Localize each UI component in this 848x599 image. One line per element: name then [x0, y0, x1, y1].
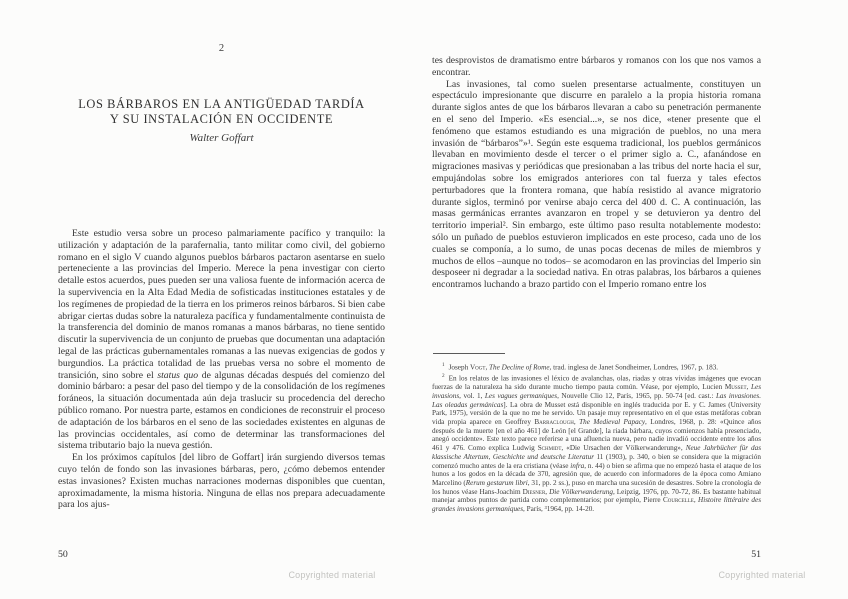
text-segment: Musset: [724, 383, 747, 392]
footnote-separator-rule: [433, 353, 505, 354]
paragraph: [58, 228, 385, 452]
text-segment: Barraclough: [534, 418, 574, 426]
text-segment: Neue Jahrbücher für das klassische Altertum, Geschichte und deutsche Literatur: [432, 444, 761, 461]
text-segment: Les vagues germaniques: [484, 391, 558, 400]
text-segment: The Decline of Rome: [489, 363, 550, 372]
right-page-body-text: [432, 55, 761, 349]
chapter-author: Walter Goffart: [189, 132, 254, 144]
footnote-marker: 2: [442, 373, 445, 380]
copyright-watermark-left: Copyrighted material: [288, 570, 376, 580]
text-segment: , vol. 1,: [459, 391, 485, 400]
text-segment: Schmidt: [537, 444, 562, 453]
text-segment: Les invasions: [432, 383, 761, 400]
paragraph: [432, 55, 761, 79]
text-segment: ,: [545, 487, 550, 496]
text-segment: infra: [570, 461, 585, 470]
footnotes-block: [432, 361, 761, 549]
text-segment: 11 (1903), p. 340, o bien se considera que la migración comenzó mucho antes de la era cristiana (véase: [432, 452, 761, 470]
left-page-body-text: [58, 228, 385, 550]
footnote: [432, 361, 761, 372]
text-segment: Joseph: [448, 363, 470, 372]
page-number-left: 50: [58, 549, 68, 560]
copyright-watermark-right: Copyrighted material: [718, 570, 806, 580]
text-segment: , 31, pp. 2 ss.), puso en marcha una sucesión de desastres. Sobre la cronología de los hunos véase Hans-Joachim: [432, 478, 761, 496]
text-segment: ,: [746, 383, 751, 392]
footnote: [432, 372, 761, 514]
chapter-title-line1: LOS BÁRBAROS EN LA ANTIGÜEDAD TARDÍA: [78, 97, 365, 111]
text-segment: status quo: [157, 369, 199, 381]
text-segment: de algunas décadas después del comienzo del dominio bárbaro: a pesar del paso del tiempo y de la consolidación de los regímenes foráneos, la situación documentada aún deja traslucir su procedencia del derecho público romano. Por nuestra parte, estamos en condiciones de reconstruir el proceso de adaptación de los bárbaros en el seno de las sociedades existentes en algunas de las provincias occidentales, así como de determinar las transformaciones del sistema tributario bajo la nueva gestión.: [58, 369, 385, 452]
text-segment: ,: [693, 496, 699, 505]
chapter-title-line2: Y SU INSTALACIÓN EN OCCIDENTE: [109, 112, 334, 126]
text-segment: Rerum gestarum libri: [465, 478, 528, 487]
chapter-number: 2: [218, 43, 225, 54]
text-segment: En los relatos de las invasiones el léxico de avalanchas, olas, riadas y otras vívidas imágenes que evocan fuerzas de la naturaleza ha sido durante mucho tiempo pauta común. Véase, por ejemplo, Lucien: [432, 374, 761, 392]
paragraph: [432, 79, 761, 291]
text-segment: , Leipzig, 1976, pp. 70-72, 86. Es bastante habitual manejar ambos puntos de partida como complementarios; por ejemplo, Pierre: [432, 487, 761, 505]
text-segment: Vogt: [469, 363, 486, 372]
text-segment: Courcelle: [662, 496, 694, 505]
text-segment: tes desprovistos de dramatismo entre bárbaros y romanos con los que nos vamos a encontrar.: [432, 55, 761, 78]
text-segment: , «Die Ursachen der Völkerwanderung»,: [561, 444, 686, 453]
text-segment: Este estudio versa sobre un proceso palmariamente pacífico y tranquilo: la utilización y adaptación de la parafernalia, tanto militar como civil, del gobierno romano en el siglo V cuando algunos pueblos bárbaros pactaron asentarse en suelo perteneciente a las provincias del Imperio. Merece la pena investigar con cierto detalle estos acuerdos, pues pueden ser una valiosa fuente de información acerca de la supervivencia en la Alta Edad Media de sofisticadas instituciones estatales y de los regímenes de propiedad de la tierra en los primeros reinos bárbaros. Si bien cabe abrigar ciertas dudas sobre la naturaleza pacífica y fundamentalmente continuista de la transferencia del dominio de manos romanas a manos bárbaras, no tiene sentido discutir la supervivencia de un conjunto de pruebas que documentan una adaptación legal de las prácticas gubernamentales romanas a las nuevas exigencias de godos y burgundios. La práctica totalidad de las pruebas versa no sobre el momento de transición, sino sobre el: [58, 228, 385, 381]
text-segment: Die Völkerwanderung: [549, 487, 613, 496]
text-segment: Histoire littéraire des grandes invasions germaniques: [432, 496, 761, 514]
text-segment: Diesner: [522, 487, 546, 496]
chapter-title: [50, 97, 393, 127]
text-segment: ]. La obra de Musset está disponible en inglés traducida por E. y C. James (University Park, 1975), versión de la que no me he servido. Un pasaje muy representativo en el que estas metáforas cobran vida propia aparece en Geoffrey: [432, 400, 761, 426]
text-segment: En los próximos capítulos [del libro de Goffart] irán surgiendo diversos temas cuyo telón de fondo son las invasiones bárbaras, pero, ¿cómo debemos entender estas invasiones? Existen muchas narraciones modernas disponibles que cuentan, aproximadamente, la misma historia. Ninguna de ellas nos prepara adecuadamente para los ajus-: [58, 452, 385, 511]
text-segment: , Nouvelle Clio 12, París, 1965, pp. 50-74 [ed. cast.:: [557, 391, 716, 400]
text-segment: , n. 44) o bien se afirma que no empezó hasta el ataque de los hunos a los godos en la década de 370, agresión que, de acuerdo con informadores de la época como Amiano Marcelino (: [432, 461, 761, 487]
text-segment: Las invasiones. Las oleadas germánicas: [432, 391, 761, 409]
page-number-right: 51: [751, 549, 761, 560]
text-segment: ,: [485, 363, 490, 372]
paragraph: [58, 452, 385, 511]
text-segment: , Londres, 1968, p. 28: «Quince años después de la muerte [en el año 461] de León [el Grande], la riada bárbara, cuyos comienzos había presenciado, anegó occidente». Este texto parece referirse a una afluencia nueva, pero nadie invadió occidente entre los años 461 y 476. Como explica Ludwig: [432, 418, 761, 453]
text-segment: ,: [573, 418, 580, 426]
text-segment: , trad. inglesa de Janet Sondheimer, Londres, 1967, p. 183.: [549, 363, 719, 372]
text-segment: The Medieval Papacy: [579, 418, 646, 426]
text-segment: Las invasiones, tal como suelen presentarse actualmente, constituyen un espectáculo impresionante que discurre en paralelo a la propia historia romana durante siglos antes de que los bárbaros llevaran a cabo su penetración permanente en el seno del Imperio. «Es esencial...», se nos dice, «tener presente que el fenómeno que estamos estudiando es una migración de pueblos, no una mera invasión de “bárbaros”»¹. Según este esquema tradicional, los pueblos germánicos llevaban en movimiento desde el tercer o el primer siglo a. C., afanándose en migraciones masivas y periódicas que presionaban a las tribus del norte hacia el sur, empujándolas sobre los emigrados anteriores con tal fuerza y tales efectos perturbadores que la frontera romana, que había resistido al avance migratorio durante siglos, terminó por venirse abajo cerca del 400 d. C. A continuación, las masas germánicas errantes avanzaron en tropel y se detuvieron ya dentro del territorio imperial². Sin embargo, este último paso resulta notablemente modesto: sólo un puñado de pueblos estuvieron implicados en este proceso, cada uno de los cuales se componía, a lo sumo, de unas pocas decenas de miles de miembros y muchos de ellos –aunque no todos– se acomodaron en las provincias del Imperio sin desposeer ni degradar a la sociedad nativa. En otras palabras, los bárbaros a quienes encontramos luchando a brazo partido con el Imperio romano entre los: [432, 78, 761, 291]
footnote-marker: 1: [442, 362, 445, 368]
text-segment: , París, ³1964, pp. 14-20.: [523, 505, 595, 514]
